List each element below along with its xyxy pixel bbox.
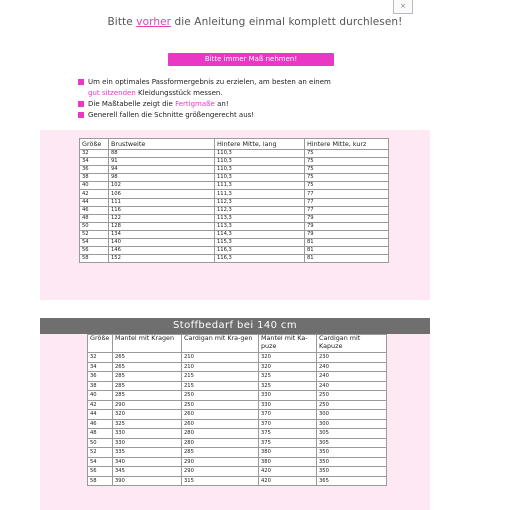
table-cell: 250 [182,391,259,401]
table-cell: 290 [182,467,259,477]
table-cell: 75 [305,182,389,190]
table-cell: 420 [259,467,317,477]
table-header: Hintere Mitte, kurz [305,139,389,150]
table-cell: 40 [88,391,113,401]
bullet-item [78,110,398,121]
table-cell: 350 [317,448,387,458]
table-cell: 110,3 [215,174,305,182]
table-cell: 44 [80,198,109,206]
table-cell: 285 [113,381,182,391]
table-cell: 50 [88,438,113,448]
table-row [88,429,387,439]
table-cell: 110,3 [215,166,305,174]
table-cell: 77 [305,206,389,214]
table-cell: 38 [88,381,113,391]
table-cell: 34 [80,158,109,166]
table-cell: 42 [80,190,109,198]
table-cell: 330 [113,429,182,439]
table-cell: 112,3 [215,206,305,214]
table-header: Größe [88,335,113,353]
table-cell: 36 [80,166,109,174]
table-cell: 370 [259,410,317,420]
table-cell: 46 [80,206,109,214]
table-cell: 370 [259,419,317,429]
table-cell: 230 [317,353,387,363]
table-row [88,353,387,363]
table-cell: 75 [305,158,389,166]
table-cell: 58 [80,255,109,263]
table-row [88,362,387,372]
table-cell: 32 [88,353,113,363]
table-cell: 330 [259,400,317,410]
table-cell: 40 [80,182,109,190]
table-cell: 111 [109,198,215,206]
table-row [88,457,387,467]
bullet-text: an! [214,100,229,108]
table-cell: 305 [317,438,387,448]
bullet-text: Generell fallen die Schnitte größengerecht aus! [88,111,255,119]
table-cell: 146 [109,247,215,255]
table-cell: 48 [88,429,113,439]
table-header: Größe [80,139,109,150]
table-cell: 315 [182,476,259,486]
table-cell: 112,3 [215,198,305,206]
table-cell: 265 [113,362,182,372]
table-cell: 81 [305,247,389,255]
table-cell: 140 [109,239,215,247]
bullet-highlight: gut sitzenden [88,89,136,97]
table-cell: 215 [182,372,259,382]
table-row [80,158,389,166]
table-row [80,230,389,238]
table-cell: 79 [305,214,389,222]
bullet-text: Um ein optimales Passformergebnis zu erzielen, am besten an einem [88,78,331,86]
table-header: Mantel mit Ka-puze [259,335,317,353]
table-cell: 81 [305,255,389,263]
table-cell: 111,3 [215,182,305,190]
table-row [80,247,389,255]
table-cell: 250 [317,391,387,401]
close-icon[interactable]: × [393,0,413,14]
table-header: Cardigan mit Kapuze [317,335,387,353]
table-cell: 50 [80,222,109,230]
table-cell: 380 [259,448,317,458]
size-table [79,138,389,263]
bullet-highlight: Fertigmaße [175,100,215,108]
table-cell: 285 [182,448,259,458]
table-row [88,391,387,401]
table-cell: 77 [305,190,389,198]
table-cell: 110,3 [215,150,305,158]
table-cell: 305 [317,429,387,439]
table-cell: 390 [113,476,182,486]
table-cell: 365 [317,476,387,486]
table-row [88,372,387,382]
table-cell: 115,3 [215,239,305,247]
table-row [80,198,389,206]
table-row [80,182,389,190]
table-cell: 280 [182,438,259,448]
fabric-table [87,334,387,486]
table-cell: 240 [317,381,387,391]
table-row [80,255,389,263]
table-row [80,239,389,247]
pink-square-icon [78,79,84,85]
table-cell: 81 [305,239,389,247]
table-row [80,150,389,158]
table-row [80,166,389,174]
table-cell: 113,3 [215,214,305,222]
table-cell: 290 [113,400,182,410]
table-cell: 210 [182,362,259,372]
table-cell: 75 [305,166,389,174]
table-row [88,381,387,391]
table-cell: 34 [88,362,113,372]
table-row [88,476,387,486]
table-cell: 300 [317,419,387,429]
bullet-item [78,99,398,110]
table-cell: 280 [182,429,259,439]
table-cell: 54 [80,239,109,247]
bullet-text: Kleidungsstück messen. [135,89,223,97]
table-cell: 116,3 [215,247,305,255]
pink-square-icon [78,112,84,118]
table-header: Brustweite [109,139,215,150]
table-cell: 110,3 [215,158,305,166]
table-header: Cardigan mit Kra-gen [182,335,259,353]
table-cell: 420 [259,476,317,486]
table-cell: 285 [113,391,182,401]
table-cell: 325 [259,381,317,391]
table-row [80,222,389,230]
table-cell: 52 [80,230,109,238]
headline-highlight: vorher [136,16,172,28]
fabric-section-title: Stoffbedarf bei 140 cm [40,318,430,334]
table-row [80,190,389,198]
table-row [88,410,387,420]
table-cell: 260 [182,419,259,429]
table-cell: 56 [80,247,109,255]
table-cell: 325 [113,419,182,429]
table-cell: 320 [259,362,317,372]
table-cell: 91 [109,158,215,166]
table-cell: 215 [182,381,259,391]
table-cell: 330 [113,438,182,448]
bullet-item [78,77,398,88]
table-header: Hintere Mitte, lang [215,139,305,150]
table-cell: 58 [88,476,113,486]
table-cell: 290 [182,457,259,467]
table-cell: 79 [305,222,389,230]
table-cell: 36 [88,372,113,382]
table-cell: 240 [317,362,387,372]
table-cell: 340 [113,457,182,467]
table-row [88,448,387,458]
table-cell: 134 [109,230,215,238]
table-cell: 75 [305,174,389,182]
bullet-list [78,77,398,121]
table-cell: 350 [317,457,387,467]
table-row [80,206,389,214]
table-cell: 77 [305,198,389,206]
table-row [88,438,387,448]
table-cell: 320 [259,353,317,363]
table-cell: 250 [182,400,259,410]
table-cell: 128 [109,222,215,230]
table-cell: 260 [182,410,259,420]
table-cell: 375 [259,429,317,439]
table-row [88,419,387,429]
table-cell: 325 [259,372,317,382]
table-row [80,174,389,182]
table-cell: 122 [109,214,215,222]
table-cell: 88 [109,150,215,158]
table-cell: 250 [317,400,387,410]
table-row [88,400,387,410]
table-cell: 300 [317,410,387,420]
bullet-continuation [78,88,398,99]
bullet-text: Die Maßtabelle zeigt die [88,100,176,108]
table-cell: 114,3 [215,230,305,238]
table-cell: 380 [259,457,317,467]
table-cell: 350 [317,467,387,477]
table-cell: 38 [80,174,109,182]
instruction-headline [0,16,510,28]
table-cell: 48 [80,214,109,222]
headline-post: die Anleitung einmal komplett durchlesen! [171,16,403,28]
table-cell: 94 [109,166,215,174]
table-cell: 320 [113,410,182,420]
table-cell: 113,3 [215,222,305,230]
table-cell: 79 [305,230,389,238]
table-cell: 240 [317,372,387,382]
table-row [80,214,389,222]
table-cell: 111,3 [215,190,305,198]
table-cell: 46 [88,419,113,429]
table-cell: 375 [259,438,317,448]
table-row [88,467,387,477]
table-cell: 52 [88,448,113,458]
table-cell: 32 [80,150,109,158]
measure-reminder-badge: Bitte immer Maß nehmen! [168,53,334,66]
table-cell: 152 [109,255,215,263]
table-cell: 102 [109,182,215,190]
headline-pre: Bitte [107,16,137,28]
pink-square-icon [78,101,84,107]
table-cell: 116,3 [215,255,305,263]
table-cell: 330 [259,391,317,401]
table-cell: 265 [113,353,182,363]
table-cell: 44 [88,410,113,420]
table-cell: 345 [113,467,182,477]
table-cell: 335 [113,448,182,458]
table-cell: 75 [305,150,389,158]
table-cell: 106 [109,190,215,198]
table-cell: 54 [88,457,113,467]
table-cell: 285 [113,372,182,382]
table-cell: 116 [109,206,215,214]
table-header: Mantel mit Kragen [113,335,182,353]
table-cell: 98 [109,174,215,182]
table-cell: 210 [182,353,259,363]
table-cell: 56 [88,467,113,477]
table-cell: 42 [88,400,113,410]
